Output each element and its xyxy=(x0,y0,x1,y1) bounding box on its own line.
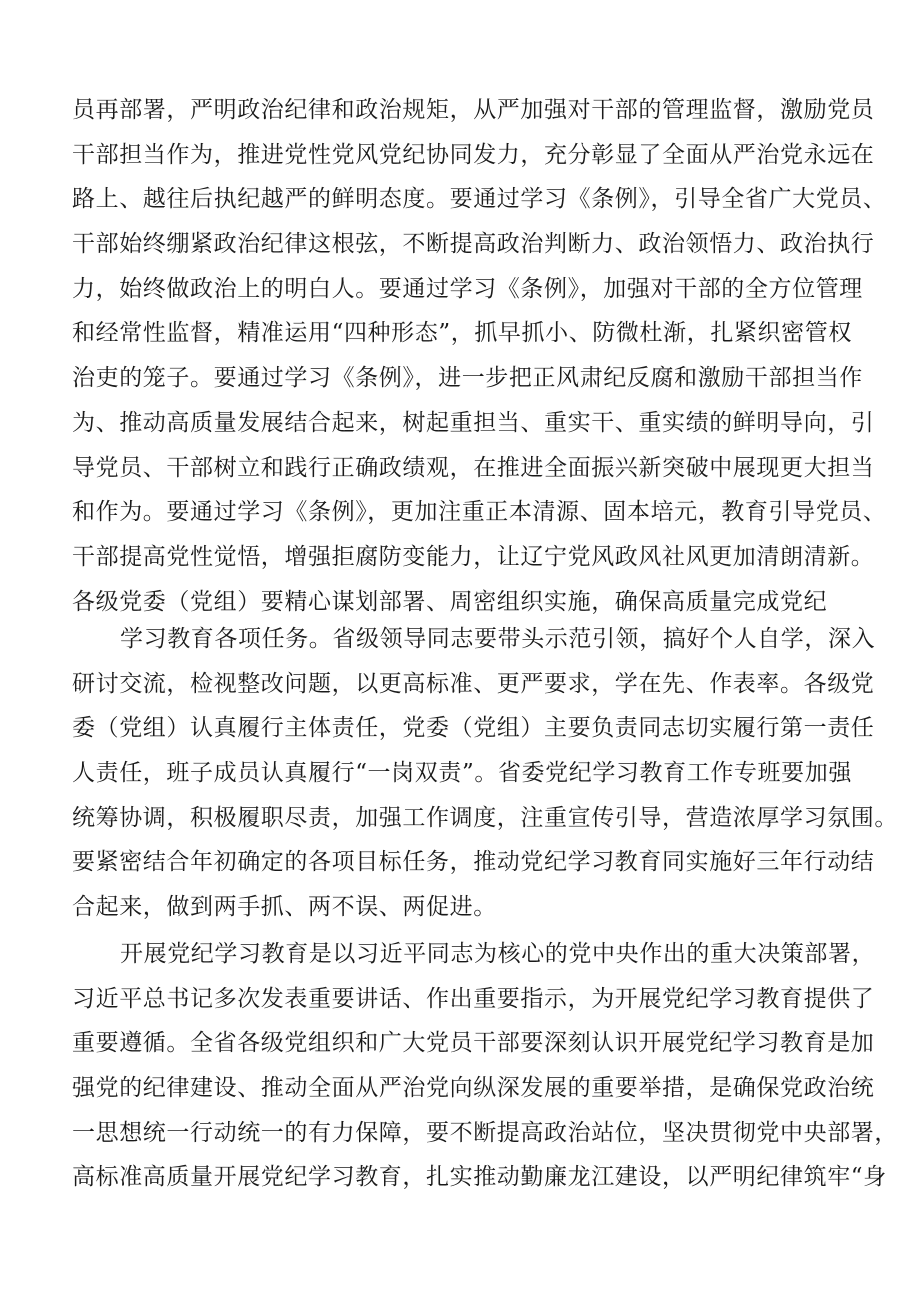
text-line: 要紧密结合年初确定的各项目标任务，推动党纪学习教育同实施好三年行动结 xyxy=(72,849,875,876)
text-line: 一思想统一行动统一的有力保障，要不断提高政治站位，坚决贯彻党中央部署， xyxy=(72,1119,898,1146)
text-line: 力，始终做政治上的明白人。要通过学习《条例》，加强对干部的全方位管理 xyxy=(72,275,863,302)
text-line: 治吏的笼子。要通过学习《条例》，进一步把正风肃纪反腐和激励干部担当作 xyxy=(72,365,863,392)
text-line: 人责任，班子成员认真履行“一岗双责”。省委党纪学习教育工作专班要加强 xyxy=(72,760,852,787)
text-line: 研讨交流，检视整改问题，以更高标准、更严要求，学在先、作表率。各级党 xyxy=(72,670,875,697)
text-line: 干部担当作为，推进党性党风党纪协同发力，充分彰显了全面从严治党永远在 xyxy=(72,141,875,168)
text-line: 重要遵循。全省各级党组织和广大党员干部要深刻认识开展党纪学习教育是加 xyxy=(72,1030,875,1057)
text-line: 为、推动高质量发展结合起来，树起重担当、重实干、重实绩的鲜明导向，引 xyxy=(72,409,875,436)
paragraph-1 xyxy=(72,88,887,624)
text-line: 各级党委（党组）要精心谋划部署、周密组织实施，确保高质量完成党纪 xyxy=(72,588,828,615)
text-line: 强党的纪律建设、推动全面从严治党向纵深发展的重要举措，是确保党政治统 xyxy=(72,1075,875,1102)
text-line: 合起来，做到两手抓、两不误、两促进。 xyxy=(72,894,497,921)
paragraph-3 xyxy=(72,932,898,1200)
paragraph-2 xyxy=(72,617,898,930)
text-line: 委（党组）认真履行主体责任，党委（党组）主要负责同志切实履行第一责任 xyxy=(72,715,875,742)
text-line: 导党员、干部树立和践行正确政绩观，在推进全面振兴新突破中展现更大担当 xyxy=(72,454,875,481)
text-line: 高标准高质量开展党纪学习教育，扎实推动勤廉龙江建设，以严明纪律筑牢“身 xyxy=(72,1164,887,1191)
text-line: 干部始终绷紧政治纪律这根弦，不断提高政治判断力、政治领悟力、政治执行 xyxy=(72,231,875,258)
text-line: 学习教育各项任务。省级领导同志要带头示范引领，搞好个人自学，深入 xyxy=(120,626,876,652)
text-line: 习近平总书记多次发表重要讲话、作出重要指示，为开展党纪学习教育提供了 xyxy=(72,985,875,1012)
text-line: 路上、越往后执纪越严的鲜明态度。要通过学习《条例》，引导全省广大党员、 xyxy=(72,186,887,213)
text-line: 统筹协调，积极履职尽责，加强工作调度，注重宣传引导，营造浓厚学习氛围。 xyxy=(72,804,898,831)
text-line: 和经常性监督，精准运用“四种形态”，抓早抓小、防微杜渐，扎紧织密管权 xyxy=(72,320,852,347)
text-line: 干部提高党性觉悟，增强拒腐防变能力，让辽宁党风政风社风更加清朗清新。 xyxy=(72,543,875,570)
text-line: 和作为。要通过学习《条例》，更加注重正本清源、固本培元，教育引导党员、 xyxy=(72,499,887,526)
text-line: 员再部署，严明政治纪律和政治规矩，从严加强对干部的管理监督，激励党员 xyxy=(72,97,875,123)
text-line: 开展党纪学习教育是以习近平同志为核心的党中央作出的重大决策部署， xyxy=(120,941,876,967)
